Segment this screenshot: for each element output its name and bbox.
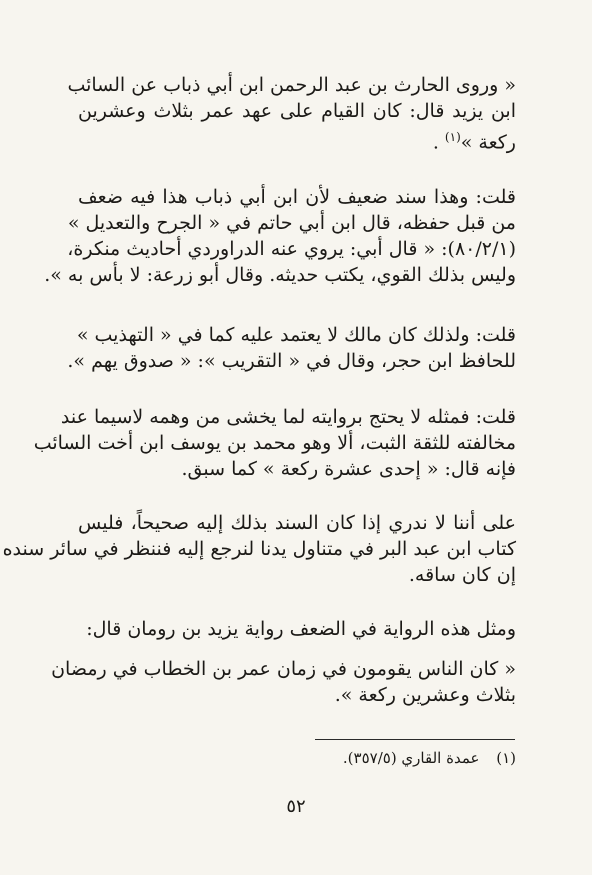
- paragraph-3: [67, 322, 516, 374]
- paragraph-1-tail: .: [432, 131, 439, 154]
- page-number: ٥٢: [286, 796, 306, 817]
- paragraph-6-line-1: ومثل هذه الرواية في الضعف رواية يزيد بن رومان قال:: [86, 618, 516, 640]
- paragraph-2-line-4: وليس بذلك القوي، يكتب حديثه. وقال أبو زرعة: لا بأس به ».: [44, 264, 516, 286]
- paragraph-1-line-3: [78, 124, 516, 155]
- paragraph-6: [78, 616, 516, 642]
- paragraph-3-line-2: للحافظ ابن حجر، وقال في « التقريب »: « صدوق يهم ».: [67, 350, 516, 372]
- paragraph-2-line-3: (٨٠/٢/١): « قال أبي: يروي عنه الدراوردي أحاديث منكرة،: [67, 238, 516, 260]
- paragraph-5-line-3: إن كان ساقه.: [408, 564, 516, 586]
- paragraph-5: [2, 510, 516, 588]
- paragraph-1-line-1: « وروى الحارث بن عبد الرحمن ابن أبي ذباب عن السائب: [67, 74, 516, 96]
- paragraph-4-line-2: مخالفته للثقة الثبت، ألا وهو محمد بن يوسف ابن أخت السائب: [33, 432, 516, 454]
- footnote-marker: (١): [496, 749, 516, 767]
- footnote: [300, 748, 516, 768]
- footnote-reference[interactable]: (١): [444, 130, 461, 144]
- footnote-divider: [315, 739, 515, 740]
- paragraph-1-line-3-text: ركعة »: [460, 131, 516, 154]
- footnote-text: عمدة القاري (٣٥٧/٥).: [342, 749, 480, 767]
- paragraph-7-line-2: بثلاث وعشرين ركعة ».: [334, 684, 516, 706]
- paragraph-7: [51, 656, 516, 708]
- paragraph-4-line-3: فإنه قال: « إحدى عشرة ركعة » كما سبق.: [181, 458, 516, 480]
- paragraph-5-line-2: كتاب ابن عبد البر في متناول يدنا لنرجع إليه فننظر في سائر سنده: [2, 538, 516, 560]
- paragraph-4: [33, 404, 516, 482]
- paragraph-3-line-1: قلت: ولذلك كان مالك لا يعتمد عليه كما في « التهذيب »: [76, 324, 516, 346]
- paragraph-7-line-1: « كان الناس يقومون في زمان عمر بن الخطاب في رمضان: [51, 658, 516, 680]
- paragraph-2: [44, 184, 516, 288]
- paragraph-4-line-1: قلت: فمثله لا يحتج بروايته لما يخشى من وهمه لاسيما عند: [60, 406, 516, 428]
- paragraph-2-line-2: من قبل حفظه، قال ابن أبي حاتم في « الجرح والتعديل »: [67, 212, 516, 234]
- paragraph-5-line-1: على أننا لا ندري إذا كان السند بذلك إليه صحيحاً، فليس: [78, 512, 516, 534]
- paragraph-2-line-1: قلت: وهذا سند ضعيف لأن ابن أبي ذباب هذا فيه ضعف: [78, 186, 516, 208]
- paragraph-1: [67, 72, 516, 155]
- paragraph-1-line-2: ابن يزيد قال: كان القيام على عهد عمر بثلاث وعشرين: [78, 100, 516, 122]
